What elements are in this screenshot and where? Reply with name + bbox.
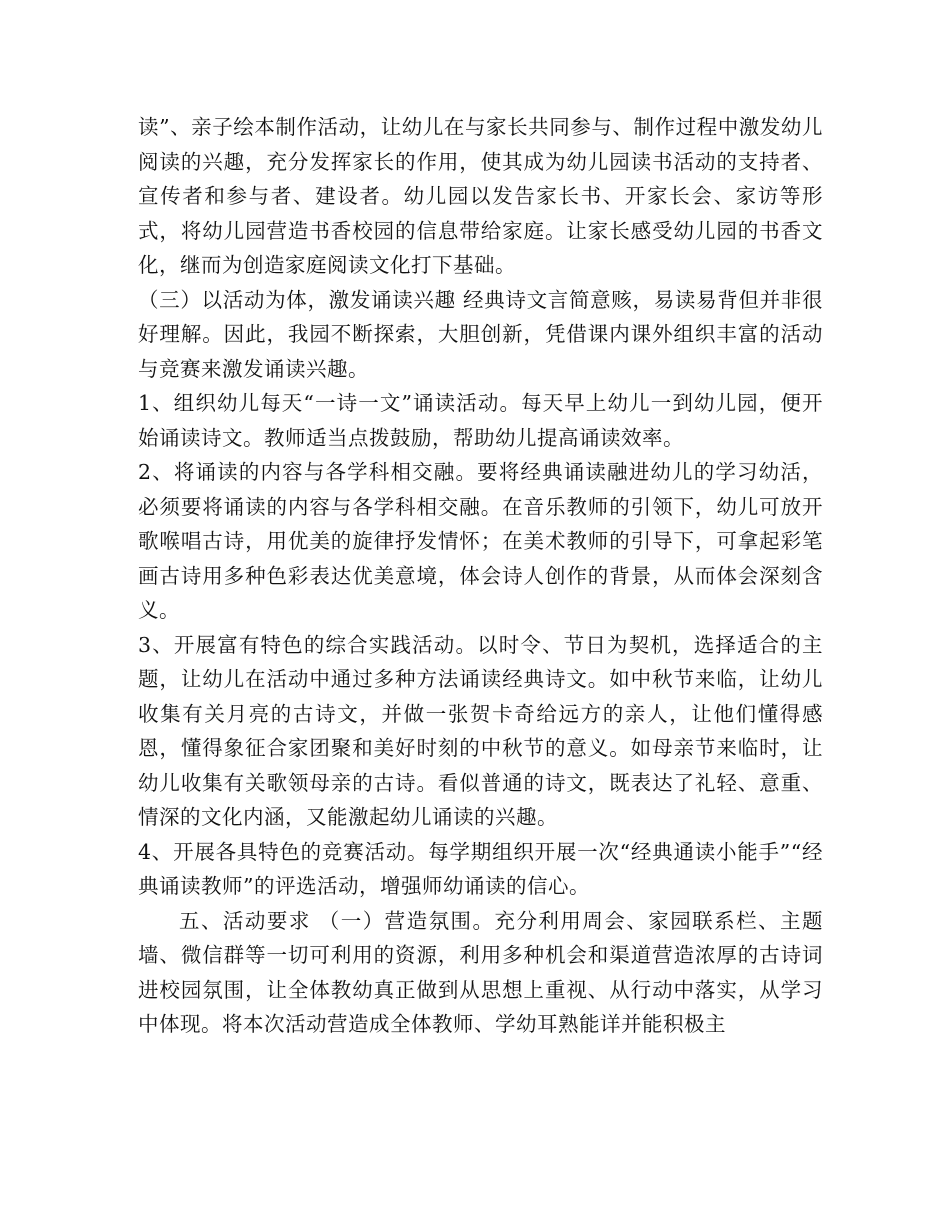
paragraph-item-3: 3、开展富有特色的综合实践活动。以时令、节日为契机，选择适合的主题，让幼儿在活动中通过多种方法诵读经典诗文。如中秋节来临，让幼儿收集有关月亮的古诗文，并做一张贺卡奇给远方的亲人，让他们懂得感恩，懂得象征合家团聚和美好时刻的中秋节的意义。如母亲节来临时，让幼儿收集有关歌领母亲的古诗。看似普通的诗文，既表达了礼轻、意重、情深的文化内涵，又能激起幼儿诵读的兴趣。 [138,632,823,829]
paragraph-item-4: 4、开展各具特色的竞赛活动。每学期组织开展一次“经典通读小能手”“经典诵读教师”的评选活动，增强师幼诵读的信心。 [138,839,823,898]
document-body [138,110,823,1042]
paragraph-section-five: 五、活动要求 （一）营造氛围。充分利用周会、家园联系栏、主题墙、微信群等一切可利用的资源，利用多种机会和渠道营造浓厚的古诗词进校园氛围，让全体教幼真正做到从思想上重视、从行动中落实，从学习中体现。将本次活动营造成全体教师、学幼耳熟能详并能积极主 [138,908,823,1036]
paragraph-reading-parents: 读”、亲子绘本制作活动，让幼儿在与家长共同参与、制作过程中激发幼儿阅读的兴趣，充分发挥家长的作用，使其成为幼儿园读书活动的支持者、宣传者和参与者、建设者。幼儿园以发告家长书、开家长会、家访等形式，将幼儿园营造书香校园的信息带给家庭。让家长感受幼儿园的书香文化，继而为创造家庭阅读文化打下基础。 [138,115,823,277]
paragraph-section-three: （三）以活动为体，激发诵读兴趣 经典诗文言简意赅，易读易背但并非很好理解。因此，我园不断探索，大胆创新，凭借课内课外组织丰富的活动与竞赛来激发诵读兴趣。 [138,287,823,381]
paragraph-item-2: 2、将诵读的内容与各学科相交融。要将经典诵读融进幼儿的学习幼活，必须要将诵读的内容与各学科相交融。在音乐教师的引领下，幼儿可放开歌喉唱古诗，用优美的旋律抒发情怀；在美术教师的引导下，可拿起彩笔画古诗用多种色彩表达优美意境，体会诗人创作的背景，从而体会深刻含义。 [138,460,823,622]
paragraph-item-1: 1、组织幼儿每天“一诗一文”诵读活动。每天早上幼儿一到幼儿园，便开始诵读诗文。教师适当点拨鼓励，帮助幼儿提高诵读效率。 [138,391,823,450]
